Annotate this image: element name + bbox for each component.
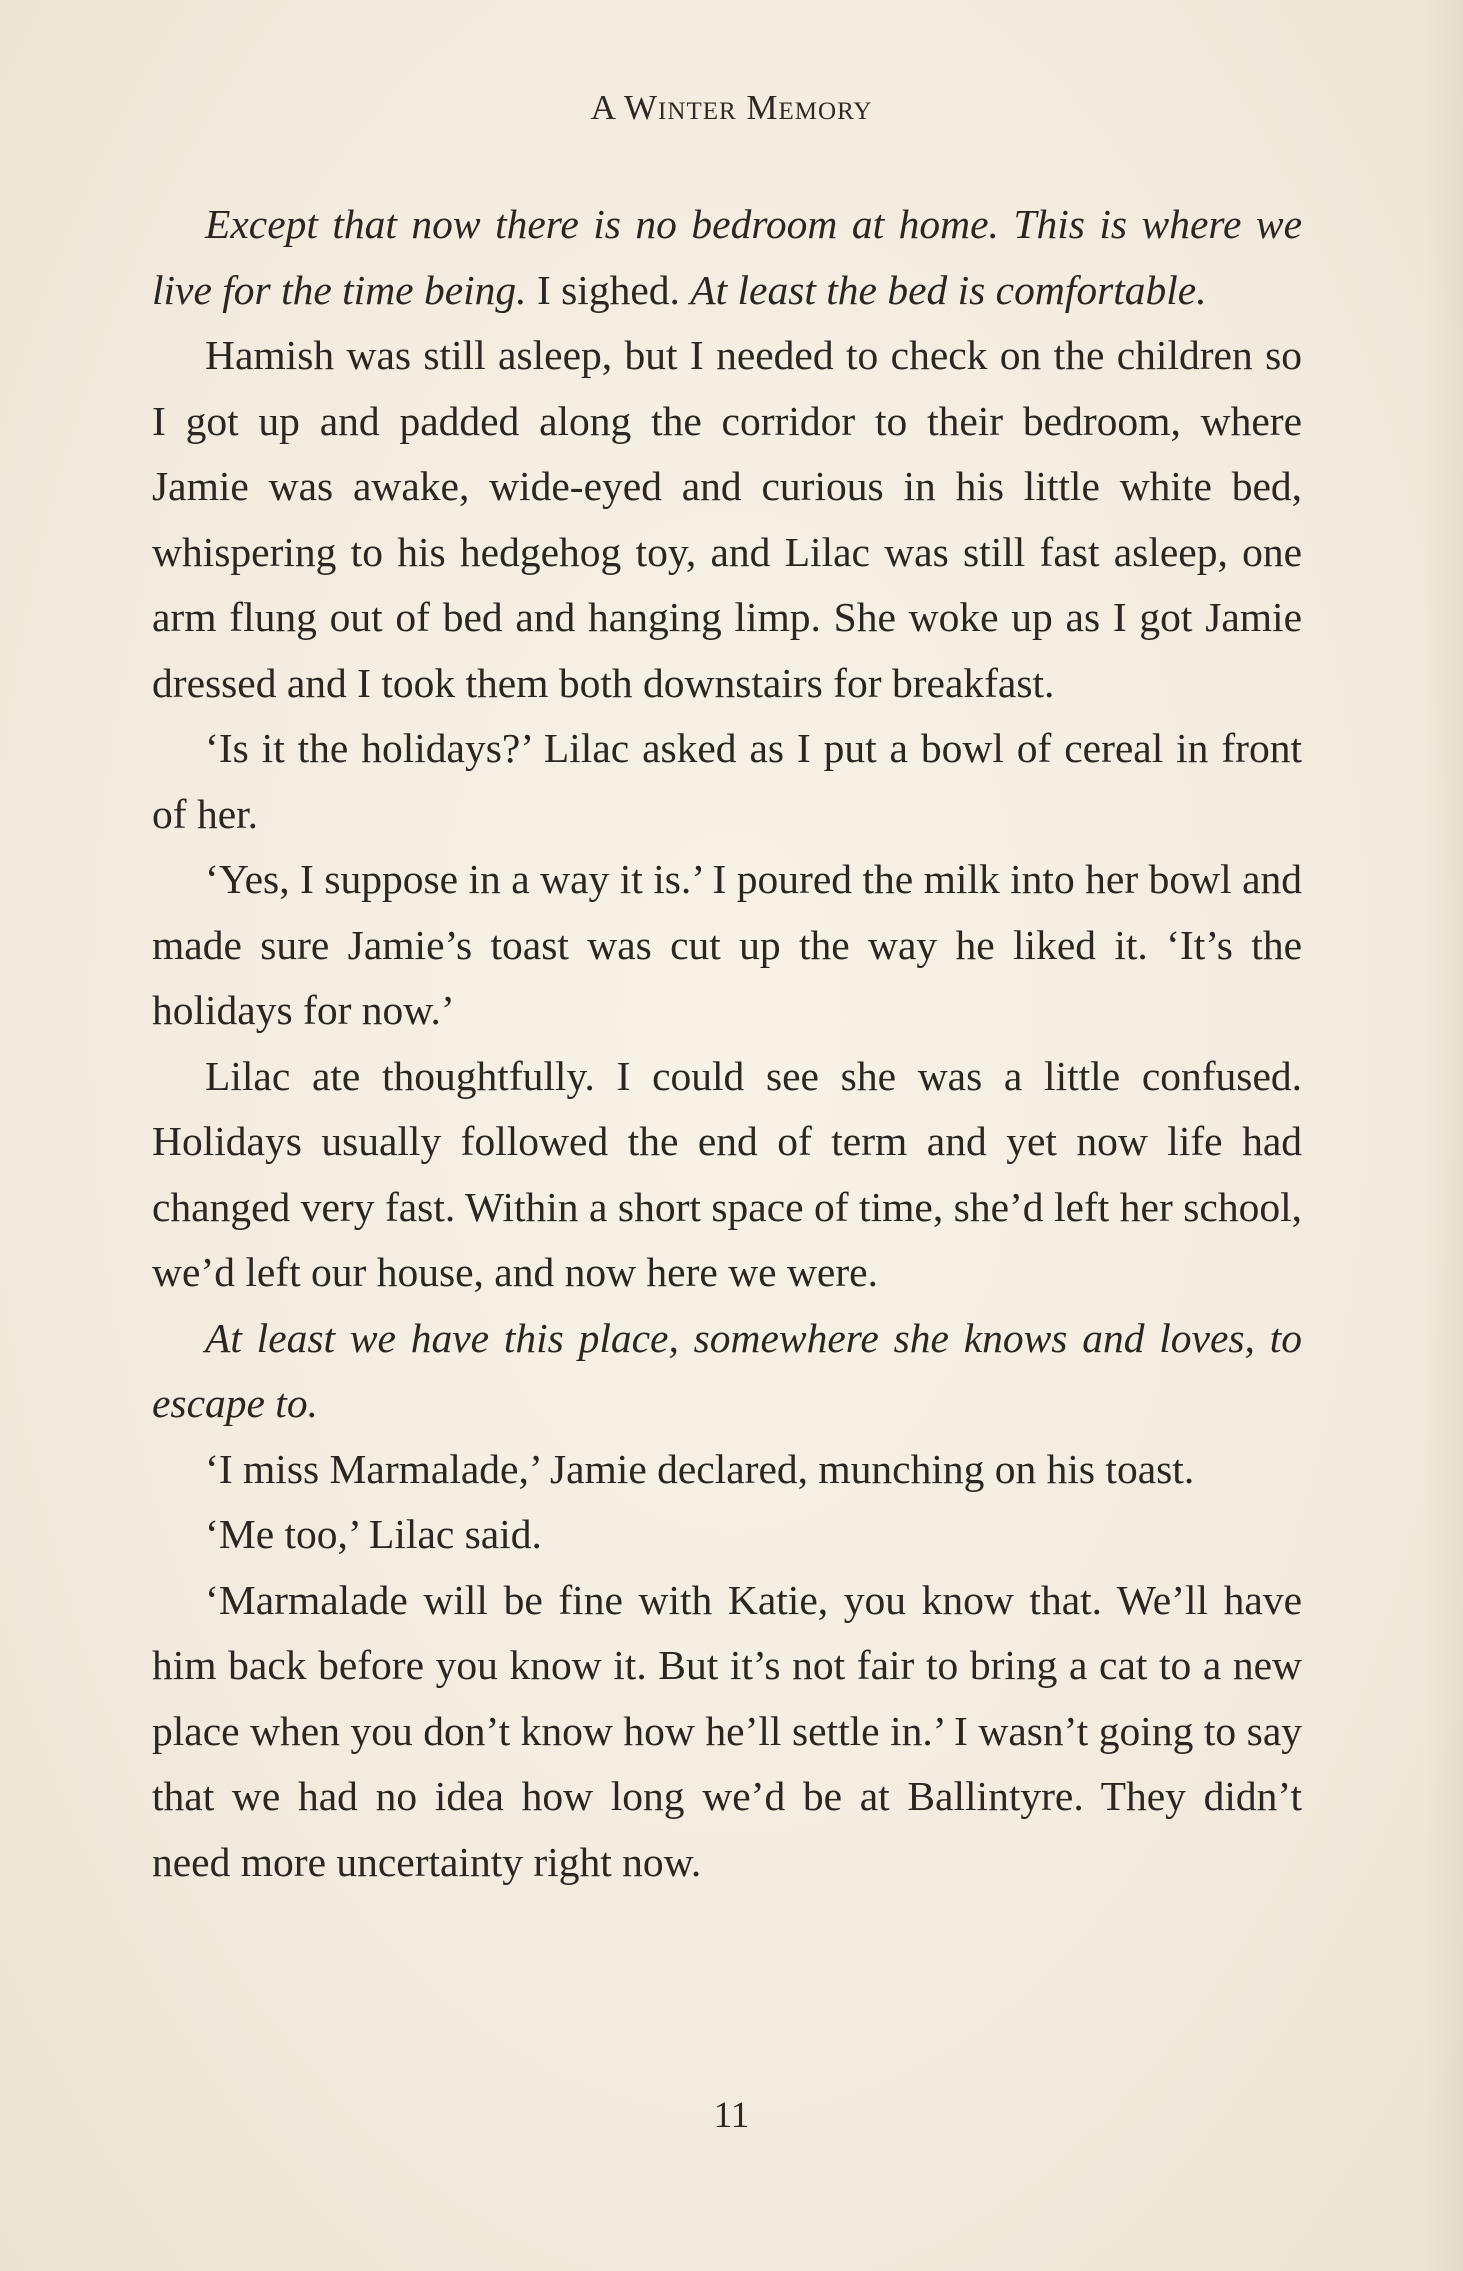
italic-text: Except that now there is no bedroom at home. This is where we live for the time being. [152, 201, 1302, 313]
page-number: 11 [713, 2095, 750, 2136]
paragraph [152, 1502, 1302, 1568]
text-run: I sighed. [526, 266, 691, 313]
text-run: ‘Me too,’ Lilac said. [205, 1511, 542, 1557]
paragraph [152, 1437, 1302, 1503]
paragraph [152, 1568, 1302, 1896]
text-run: ‘Is it the holidays?’ Lilac asked as I put a bowl of cereal in front of her. [152, 725, 1302, 837]
paragraph [152, 716, 1302, 847]
paragraph [152, 1044, 1302, 1306]
italic-text: At least we have this place, somewhere she knows and loves, to escape to. [152, 1314, 1302, 1426]
italic-text: At least the bed is comfortable. [690, 266, 1207, 313]
running-head: A Winter Memory [590, 88, 873, 127]
text-run: ‘Marmalade will be fine with Katie, you know that. We’ll have him back before you know it. But it’s not fair to bring a cat to a new place when you don’t know how he’ll settle in.’ I wasn’t going to say that we had no idea how long we’d be at Ballintyre. They didn’t need more uncertainty right now. [152, 1576, 1302, 1885]
text-run: Hamish was still asleep, but I needed to check on the children so I got up and padded along the corridor to their bedroom, where Jamie was awake, wide-eyed and curious in his little white bed, whispering to his hedgehog toy, and Lilac was still fast asleep, one arm flung out of bed and hanging limp. She woke up as I got Jamie dressed and I took them both downstairs for breakfast. [152, 332, 1302, 706]
text-run: Lilac ate thoughtfully. I could see she was a little confused. Holidays usually followed the end of term and yet now life had changed very fast. Within a short space of time, she’d left her school, we’d left our house, and now here we were. [152, 1052, 1302, 1295]
paragraph [152, 192, 1302, 323]
page-edge-shadow [1423, 0, 1463, 2271]
paragraph [152, 323, 1302, 716]
body-text [152, 192, 1302, 1895]
text-run: ‘Yes, I suppose in a way it is.’ I poured the milk into her bowl and made sure Jamie’s toast was cut up the way he liked it. ‘It’s the holidays for now.’ [152, 856, 1302, 1033]
text-run: ‘I miss Marmalade,’ Jamie declared, munching on his toast. [205, 1445, 1195, 1492]
paragraph [152, 847, 1302, 1044]
paragraph [152, 1306, 1302, 1437]
